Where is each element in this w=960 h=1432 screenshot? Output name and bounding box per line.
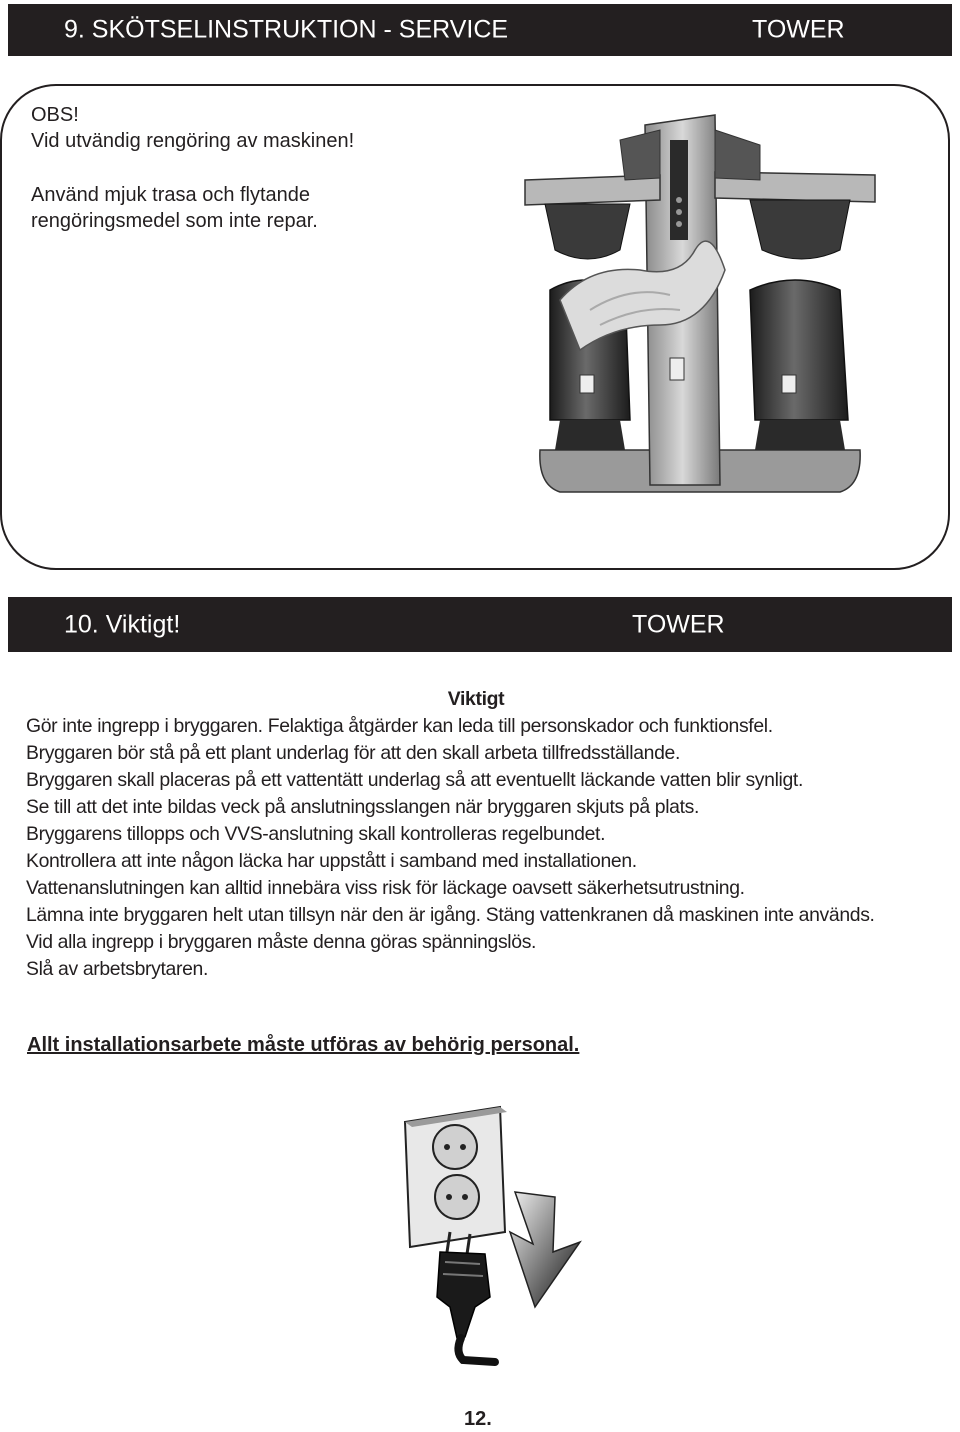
installation-notice: Allt installationsarbete måste utföras av behörig personal. [27,1034,580,1056]
instruction-line: Lämna inte bryggaren helt utan tillsyn när den är igång. Stäng vattenkranen då maskinen inte används. [26,904,875,926]
important-section [26,686,926,983]
instruction-line: Kontrollera att inte någon läcka har uppstått i samband med installationen. [26,850,637,872]
instruction-line: Gör inte ingrepp i bryggaren. Felaktiga åtgärder kan leda till personskador och funktionsfel. [26,715,773,737]
section-title: 10. Viktigt! [64,610,181,638]
page-number: 12. [464,1408,492,1430]
unplug-illustration [395,1102,595,1367]
obs-line: Vid utvändig rengöring av maskinen! [31,130,355,152]
instruction-line: Slå av arbetsbrytaren. [26,958,208,980]
obs-label: OBS! [31,104,79,126]
instruction-line: Vid alla ingrepp i bryggaren måste denna göras spänningslös. [26,931,537,953]
obs-line: Använd mjuk trasa och flytande [31,184,311,206]
instruction-line: Bryggarens tillopps och VVS-anslutning skall kontrolleras regelbundet. [26,823,606,845]
obs-line: rengöringsmedel som inte repar. [31,210,318,232]
notice-box-text [31,102,461,234]
instruction-line: Bryggaren skall placeras på ett vattentätt underlag så att eventuellt läckande vatten blir synligt. [26,769,803,791]
instruction-line: Bryggaren bör stå på ett plant underlag för att den skall arbeta tillfredsställande. [26,742,680,764]
model-label: TOWER [632,610,725,638]
section-header-bar [8,4,952,56]
section-header-bar [8,597,952,652]
coffee-brewer-illustration [520,100,880,500]
instruction-line: Se till att det inte bildas veck på anslutningsslangen när bryggaren skjuts på plats. [26,796,700,818]
section-title: 9. SKÖTSELINSTRUKTION - SERVICE [64,15,509,44]
instruction-line: Vattenanslutningen kan alltid innebära viss risk för läckage oavsett säkerhetsutrustning. [26,877,745,899]
section-heading: Viktigt [447,688,505,710]
model-label: TOWER [752,15,845,44]
